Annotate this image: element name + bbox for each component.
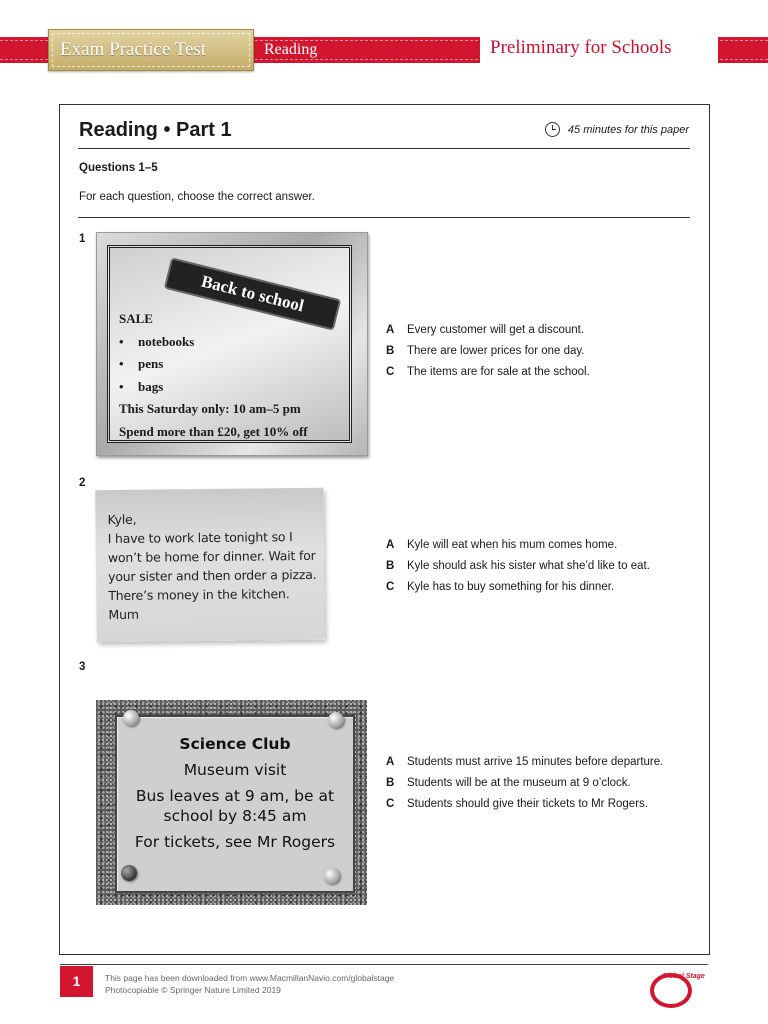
answer-option[interactable]: C Kyle has to buy something for his dinner. xyxy=(386,581,615,593)
title-rule xyxy=(78,148,690,149)
pushpin-icon xyxy=(324,868,340,884)
sale-notice xyxy=(96,232,368,456)
answer-option[interactable]: B Students will be at the museum at 9 o’clock. xyxy=(386,777,631,789)
instruction-text: For each question, choose the correct answer. xyxy=(79,191,315,203)
question-number-3: 3 xyxy=(79,661,86,673)
global-stage-logo xyxy=(650,973,705,1008)
back-to-school-stamp: Back to school xyxy=(164,257,342,330)
copyright-note: Photocopiable © Springer Nature Limited 2019 xyxy=(105,985,281,995)
question-number-1: 1 xyxy=(79,233,86,245)
footer-text xyxy=(105,972,394,996)
sale-heading: SALE xyxy=(119,311,153,326)
answer-option[interactable]: C Students should give their tickets to Mr Rogers. xyxy=(386,798,648,810)
question-number-2: 2 xyxy=(79,477,86,489)
paper-title: Reading • Part 1 xyxy=(79,119,232,141)
level-label: Preliminary for Schools xyxy=(490,37,672,58)
answer-option[interactable]: B Kyle should ask his sister what she’d like to eat. xyxy=(386,560,650,572)
handwritten-note xyxy=(95,488,325,642)
instruction-rule xyxy=(78,217,690,218)
paper-frame xyxy=(59,104,710,955)
time-note-text: 45 minutes for this paper xyxy=(567,123,689,136)
poster-text: Science Club Museum visit Bus leaves at 9 am, be at school by 8:45 am For tickets, see Mr Rogers xyxy=(134,735,336,851)
download-note: This page has been downloaded from www.MacmillanNavio.com/globalstage xyxy=(105,973,395,983)
sale-item: • bags xyxy=(119,376,308,399)
science-club-poster xyxy=(115,715,355,893)
clock-icon xyxy=(545,122,560,137)
logo-text: Global Stage xyxy=(662,973,705,980)
level-label-box xyxy=(480,35,718,65)
questions-heading: Questions 1–5 xyxy=(79,162,158,174)
exam-tab-label: Exam Practice Test xyxy=(60,39,207,60)
time-note xyxy=(545,122,689,137)
question-2-options xyxy=(386,538,686,601)
question-1-options xyxy=(386,323,686,386)
answer-option[interactable]: B There are lower prices for one day. xyxy=(386,345,585,357)
footer-rule xyxy=(60,964,708,965)
answer-option[interactable]: A Every customer will get a discount. xyxy=(386,324,585,336)
sale-time: This Saturday only: 10 am–5 pm xyxy=(119,401,301,416)
page-number: 1 xyxy=(60,966,93,997)
pushpin-icon xyxy=(123,710,139,726)
pushpin-icon xyxy=(121,865,137,881)
answer-option[interactable]: A Kyle will eat when his mum comes home. xyxy=(386,539,618,551)
answer-option[interactable]: A Students must arrive 15 minutes before departure. xyxy=(386,756,664,768)
note-text: Kyle, I have to work late tonight so I won’t be home for dinner. Wait for your sister and then order a pizza. There’s money in the kitchen. Mum xyxy=(107,511,317,623)
answer-option[interactable]: C The items are for sale at the school. xyxy=(386,366,590,378)
sale-discount: Spend more than £20, get 10% off xyxy=(119,423,308,439)
sale-item: • pens xyxy=(119,353,308,376)
section-label: Reading xyxy=(264,41,318,58)
question-3-options xyxy=(386,755,686,818)
sale-notice-panel xyxy=(107,245,352,443)
corkboard xyxy=(96,700,367,905)
exam-practice-test-tab xyxy=(48,29,254,71)
sale-item: • notebooks xyxy=(119,331,308,354)
pushpin-icon xyxy=(328,712,344,728)
sale-notice-text xyxy=(119,308,308,443)
